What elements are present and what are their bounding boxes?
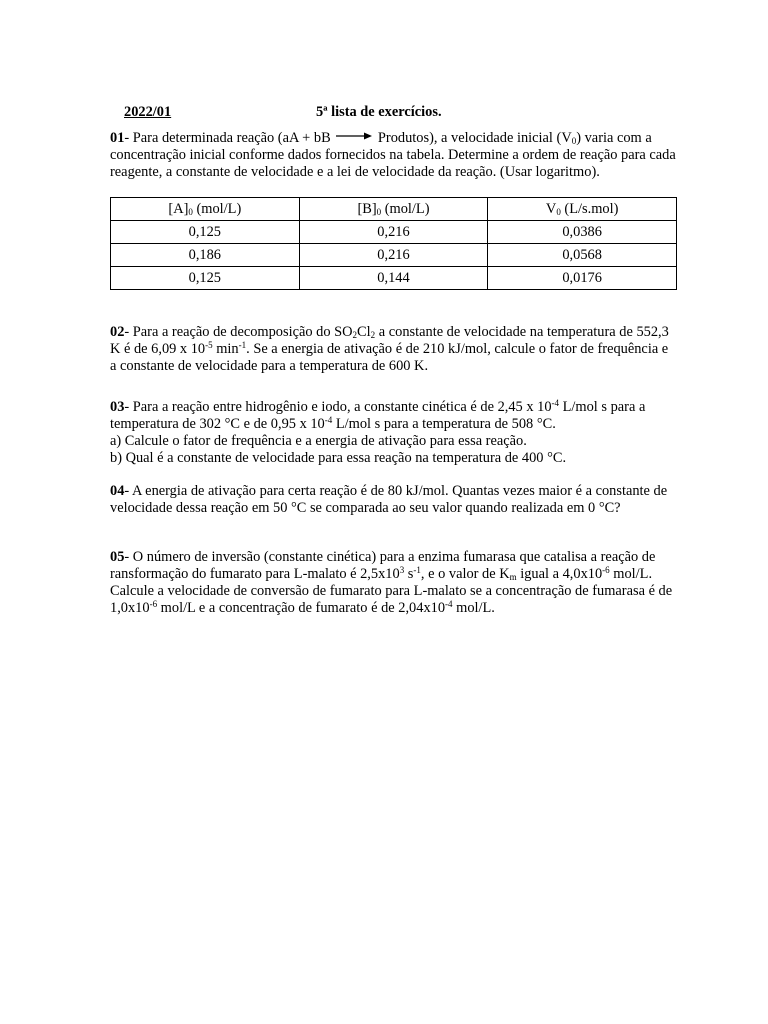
table-row bbox=[111, 267, 677, 290]
kinetics-data-table bbox=[110, 197, 677, 290]
column-header-a: $[A]_0$ (mol/L) bbox=[111, 198, 300, 221]
table-cell: 0,125 bbox=[111, 221, 300, 244]
question-02 bbox=[110, 324, 676, 375]
table-cell: 0,216 bbox=[299, 221, 488, 244]
table-cell: 0,216 bbox=[299, 244, 488, 267]
page-title: 5ª lista de exercícios. bbox=[316, 104, 442, 120]
semester-code: 2022/01 bbox=[124, 104, 172, 120]
table-cell: 0,125 bbox=[111, 267, 300, 290]
question-number: 05 bbox=[110, 549, 125, 565]
table-cell: 0,186 bbox=[111, 244, 300, 267]
question-number: 01 bbox=[110, 130, 125, 146]
question-number: 04 bbox=[110, 483, 125, 499]
question-04 bbox=[110, 483, 676, 517]
question-03-item-b: b) Qual é a constante de velocidade para essa reação na temperatura de 400 °C. bbox=[110, 450, 567, 466]
table-row bbox=[111, 221, 677, 244]
table-cell: 0,0176 bbox=[488, 267, 677, 290]
question-02-text: 02- Para a reação de decomposição do $SO_2Cl_2$ a constante de velocidade na temperatura de 552,3 K é de 6,09 x $10^{-5}$ $\min^{-1}$. Se a energia de ativação é de 210 kJ/mol, calcule o fator de frequência e a constante de velocidade para a temperatura de 600 K. bbox=[110, 324, 669, 374]
question-number: 03 bbox=[110, 399, 125, 415]
question-04-text: 04- A energia de ativação para certa reação é de 80 kJ/mol. Quantas vezes maior é a constante de velocidade dessa reação em 50 °C se comparada ao seu valor quando realizada em 0 °C? bbox=[110, 483, 668, 516]
document-header bbox=[124, 104, 442, 121]
question-03-item-a: a) Calcule o fator de frequência e a energia de ativação para essa reação. bbox=[110, 433, 527, 449]
table-header-row bbox=[111, 198, 677, 221]
table-cell: 0,144 bbox=[299, 267, 488, 290]
table-row bbox=[111, 244, 677, 267]
table-cell: 0,0568 bbox=[488, 244, 677, 267]
question-05-text: 05- O número de inversão (constante cinética) para a enzima fumarasa que catalisa a reação de ransformação do fumarato para L-malato é $2,5x10^3$ $s^{-1}$, e o valor de $K_m$ igual a $4,0x10^{-6}$ mol/L. Calcule a velocidade de conversão de fumarato para L-malato se a concentração de fumarasa é de $1,0x10^{-6}$ mol/L e a concentração de fumarato é de $2,04x10^{-4}$ mol/L. bbox=[110, 549, 673, 616]
question-01 bbox=[110, 130, 676, 181]
question-01-text: 01- Para determinada reação (aA + bB Produtos), a velocidade inicial $(V_0)$ varia com a concentração inicial conforme dados fornecidos na tabela. Determine a ordem de reação para cada reagente, a constante de velocidade e a lei de velocidade da reação. (Usar logaritmo). bbox=[110, 130, 676, 180]
question-03-text: 03- Para a reação entre hidrogênio e iodo, a constante cinética é de 2,45 x $10^{-4}$ L/mol s para a temperatura de 302 °C e de 0,95 x $10^{-4}$ L/mol s para a temperatura de 508 °C. bbox=[110, 398, 646, 432]
reaction-arrow-icon bbox=[336, 132, 372, 140]
column-header-v0: $V_0$ (L/s.mol) bbox=[488, 198, 677, 221]
column-header-b: $[B]_0$ (mol/L) bbox=[299, 198, 488, 221]
question-03 bbox=[110, 399, 676, 467]
table-cell: 0,0386 bbox=[488, 221, 677, 244]
question-05 bbox=[110, 549, 676, 617]
question-number: 02 bbox=[110, 324, 125, 340]
